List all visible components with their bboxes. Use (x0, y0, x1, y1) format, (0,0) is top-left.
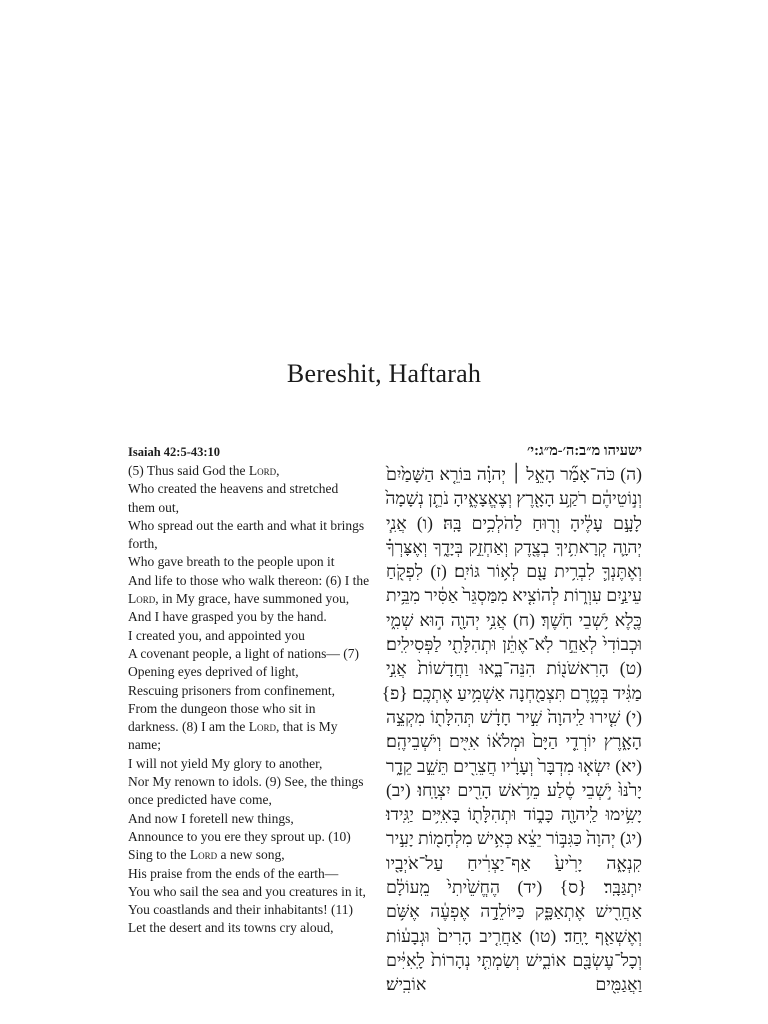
hebrew-line: יָרֹ֙נּוּ֙ יֹ֣שְׁבֵי סֶ֔לַע מֵרֹ֥אשׁ הָרִ֖ים יִצְוָֽחוּ׃ (יב) (386, 779, 642, 800)
english-line: And life to those who walk thereon: (6) I the (128, 572, 370, 588)
english-source-reference: Isaiah 42:5-43:10 (128, 445, 221, 459)
hebrew-line: קִנְאָ֑ה יָרִ֙יעַ֙ אַף־יַצְרִ֔יחַ עַל־אֹיְבָ֖יו (386, 852, 642, 873)
english-line: I will not yield My glory to another, (128, 755, 323, 771)
english-line: And now I foretell new things, (128, 810, 294, 826)
hebrew-source-reference: ישעיהו מ״ב:ה׳-מ״ג:י׳ (526, 443, 642, 459)
english-line: Who created the heavens and stretched (128, 481, 339, 497)
english-line: Who spread out the earth and what it brings (128, 517, 365, 533)
english-line: Let the desert and its towns cry aloud, (128, 920, 334, 936)
hebrew-line: (י) שִׁ֤ירוּ לַֽיהוָה֙ שִׁ֣יר חָדָ֔שׁ תְּהִלָּת֖וֹ מִקְצֵ֣ה (386, 706, 642, 727)
hebrew-line: וְאֶשְׁאַ֖ף יָֽחַד׃ (טו) אַחֲרִ֤יב הָרִים֙ וּגְבָע֔וֹת (386, 925, 642, 946)
hebrew-line: וְנ֣וֹטֵיהֶ֔ם רֹקַ֥ע הָאָ֖רֶץ וְצֶאֱצָאֶ֑יהָ נֹתֵ֤ן נְשָׁמָה֙ (385, 488, 642, 509)
english-line: forth, (128, 536, 158, 552)
hebrew-line: מַגִּ֔יד בְּטֶ֥רֶם תִּצְמַ֖חְנָה אַשְׁמִ֥יעַ אֶתְכֶֽם׃ {פ} (381, 682, 642, 703)
hebrew-line: וּכְבוֹדִי֙ לְאַחֵ֣ר לֹֽא־אֶתֵּ֔ן וּתְהִלָּתִ֖י לַפְּסִילִֽים׃ (386, 634, 642, 655)
english-line: Lord, in My grace, have summoned you, (128, 591, 350, 607)
english-line: Sing to the Lord a new song, (128, 847, 285, 863)
english-line: Opening eyes deprived of light, (128, 664, 299, 680)
english-line: Nor My renown to idols. (9) See, the things (128, 774, 364, 790)
hebrew-line: יְהוָ֛ה קְרָאתִ֥יךָֽ בְצֶ֖דֶק וְאַחְזֵ֣ק בְּיָדֶ֑ךָ וְאֶצָּרְךָ֗ (386, 536, 642, 557)
english-text (128, 462, 378, 938)
english-line: darkness. (8) I am the Lord, that is My (128, 719, 338, 735)
page-title: Bereshit, Haftarah (286, 359, 482, 388)
hebrew-line: הָאָ֑רֶץ יוֹרְדֵ֤י הַיָּם֙ וּמְלֹא֔וֹ אִיִּ֖ים וְיֹשְׁבֵיהֶֽם׃ (386, 731, 642, 752)
hebrew-text (381, 462, 642, 995)
english-line: them out, (128, 499, 179, 515)
hebrew-column (381, 440, 642, 995)
english-line: I created you, and appointed you (128, 627, 305, 643)
english-line: Announce to you ere they sprout up. (10) (128, 828, 351, 844)
hebrew-line: וְכָל־עֶשְׂבָּ֖ם אוֹבִ֑ישׁ וְשַׂמְתִּ֤י נְהָרוֹת֙ לָֽאִיִּ֔ים (386, 949, 642, 970)
english-line: Rescuing prisoners from confinement, (128, 682, 335, 698)
hebrew-line: אַחֲרִ֖ישׁ אֶתְאַפָּ֑ק כַּיּוֹלֵדָ֣ה אֶפְעֶ֔ה אֶשֹּׁ֥ם (386, 901, 642, 922)
hebrew-line: כֶּ֖לֶא יֹ֥שְׁבֵי חֹֽשֶׁךְ׃ (ח) אֲנִ֥י יְהוָ֖ה ה֣וּא שְׁמִ֑י (386, 609, 642, 630)
hebrew-line: (יג) יְהוָה֙ כַּגִּבּ֣וֹר יֵצֵ֔א כְּאִ֥ישׁ מִלְחָמ֖וֹת יָעִ֣יר (386, 828, 642, 849)
hebrew-line: יָשִׂ֥ימוּ לַֽיהוָ֖ה כָּב֑וֹד וּתְהִלָּת֖וֹ בָּאִיִּ֥ים יַגִּֽידוּ׃ (386, 804, 642, 825)
english-line: once predicted have come, (128, 792, 272, 808)
english-column (128, 442, 378, 938)
english-line: (5) Thus said God the Lord, (128, 463, 280, 478)
hebrew-line: וַאֲגַמִּ֖ים אוֹבִֽישׁ׃ (386, 974, 642, 995)
hebrew-line: (יא) יִשְׂא֤וּ מִדְבָּר֙ וְעָרָ֔יו חֲצֵרִ֖ים תֵּשֵׁ֣ב קֵדָ֑ר (386, 755, 642, 776)
english-line: A covenant people, a light of nations— (7) (128, 645, 359, 661)
english-line: You coastlands and their inhabitants! (11) (128, 902, 353, 918)
english-line: His praise from the ends of the earth— (128, 865, 339, 881)
hebrew-line: (ה) כֹּה־אָמַ֞ר הָאֵ֣ל ׀ יְהוָ֗ה בּוֹרֵ֤א הַשָּׁמַ֙יִם֙ (386, 464, 642, 484)
english-line: From the dungeon those who sit in (128, 700, 316, 716)
english-line: name; (128, 737, 161, 753)
english-line: You who sail the sea and you creatures in it, (128, 883, 366, 899)
hebrew-line: לָעָ֣ם עָלֶ֔יהָ וְר֖וּחַ לַהֹלְכִ֥ים בָּֽהּ׃ (ו) אֲנִ֧י (386, 512, 642, 533)
hebrew-line: עֵינַ֣יִם עִוְר֑וֹת לְהוֹצִ֤יא מִמַּסְגֵּר֙ אַסִּ֔יר מִבֵּ֥ית (386, 585, 642, 606)
english-line: And I have grasped you by the hand. (128, 609, 327, 625)
hebrew-line: וְאֶתֶּנְךָ֛ לִבְרִ֥ית עָ֖ם לְא֥וֹר גּוֹיִֽם׃ (ז) לִפְקֹ֖חַ (386, 561, 642, 582)
english-line: Who gave breath to the people upon it (128, 554, 335, 570)
hebrew-line: יִתְגַּבָּֽר׃ {ס} (יד) הֶחֱשֵׁ֙יתִי֙ מֵֽעוֹלָ֔ם (386, 877, 642, 898)
hebrew-line: (ט) הָרִאשֹׁנ֖וֹת הִנֵּה־בָ֑אוּ וַחֲדָשׁוֹת֙ אֲנִ֣י (386, 658, 642, 679)
